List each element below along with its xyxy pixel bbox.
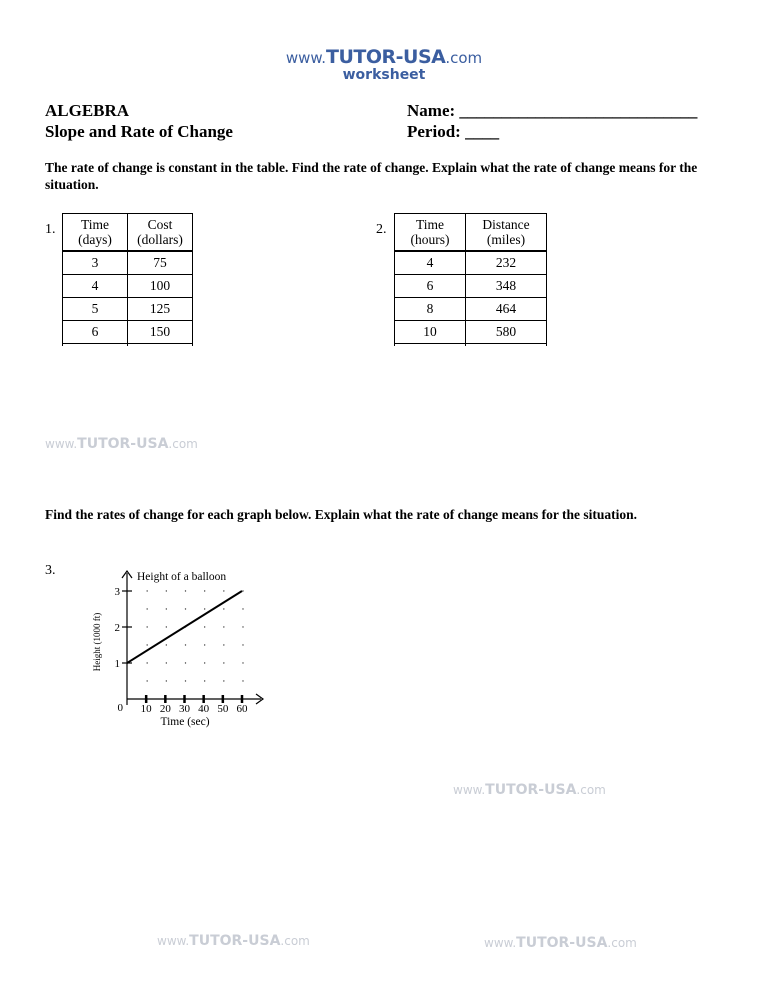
x-tick-label: 20 [159,703,171,715]
grid-dot [146,680,147,681]
grid-dot [242,680,243,681]
grid-dot [223,608,224,609]
instructions-tables: The rate of change is constant in the table. Find the rate of change. Explain what the rate of change means for the situation. [45,160,698,192]
table-row: 10 580 [395,321,547,344]
grid-dot [166,680,167,681]
grid-dot [242,644,243,645]
y-tick-label: 3 [114,586,120,598]
grid-dot [166,626,167,627]
problem-1-number: 1. [45,222,56,237]
subject-heading: ALGEBRA [45,101,130,120]
table-header-cell: Distance (miles) [466,214,547,252]
logo-prefix: www. [285,49,327,67]
problem-3-number: 3. [45,563,56,578]
grid-dot [223,644,224,645]
watermark: www.TUTOR-USA.com [157,933,310,949]
table-header-cell: Time (days) [63,214,128,252]
grid-dot [166,608,167,609]
table-row: 8 464 [395,298,547,321]
table-row: 6 150 [63,321,193,344]
chart-grid [146,590,243,681]
grid-dot [204,644,205,645]
grid-dot [242,608,243,609]
grid-dot [223,662,224,663]
grid-dot [166,644,167,645]
grid-dot [223,626,224,627]
grid-dot [223,680,224,681]
grid-dot [185,590,186,591]
grid-dot [146,644,147,645]
grid-dot [204,680,205,681]
grid-dot [185,608,186,609]
topic-heading: Slope and Rate of Change [45,122,233,141]
grid-dot [185,644,186,645]
logo-subtitle: worksheet [342,67,426,83]
grid-dot [185,680,186,681]
watermark: www.TUTOR-USA.com [453,782,606,798]
x-tick-label: 40 [198,703,210,715]
table-header-cell: Cost (dollars) [128,214,193,252]
table-header-cell: Time (hours) [395,214,466,252]
grid-dot [146,608,147,609]
watermark: www.TUTOR-USA.com [484,935,637,951]
x-tick-label: 30 [179,703,190,715]
grid-dot [146,626,147,627]
y-axis-title: Height (1000 ft) [92,612,102,672]
period-field: Period: ____ [407,122,500,141]
table-row: 3 75 [63,251,193,275]
chart-ticks [115,586,249,715]
x-tick-label: 50 [217,703,229,715]
problem-2-number: 2. [376,222,387,237]
y-tick-label: 2 [114,622,120,634]
grid-dot [204,626,205,627]
chart-series [127,591,242,663]
logo-brand: TUTOR-USA [326,46,446,68]
grid-dot [242,662,243,663]
problem-1-table [62,213,193,346]
grid-dot [166,662,167,663]
series-line [127,591,242,663]
origin-label: 0 [117,702,123,714]
grid-dot [146,662,147,663]
site-logo [0,48,768,83]
grid-dot [242,590,243,591]
table-row: 4 232 [395,251,547,275]
logo-suffix: .com [445,49,483,67]
grid-dot [204,662,205,663]
grid-dot [242,626,243,627]
instructions-graphs: Find the rates of change for each graph below. Explain what the rate of change means for the situation. [45,507,637,522]
grid-dot [204,608,205,609]
grid-dot [185,662,186,663]
grid-dot [146,590,147,591]
name-field: Name: ____________________________ [407,101,698,120]
y-tick-label: 1 [114,658,120,670]
chart-title: Height of a balloon [137,571,227,583]
table-row: 5 125 [63,298,193,321]
grid-dot [204,590,205,591]
problem-2-table [394,213,547,346]
table-row: 4 100 [63,275,193,298]
table-row: 6 348 [395,275,547,298]
x-tick-label: 60 [236,703,248,715]
grid-dot [166,590,167,591]
x-axis-title: Time (sec) [160,716,210,728]
balloon-height-chart [85,565,275,735]
watermark: www.TUTOR-USA.com [45,436,198,452]
x-tick-label: 10 [140,703,152,715]
grid-dot [223,590,224,591]
